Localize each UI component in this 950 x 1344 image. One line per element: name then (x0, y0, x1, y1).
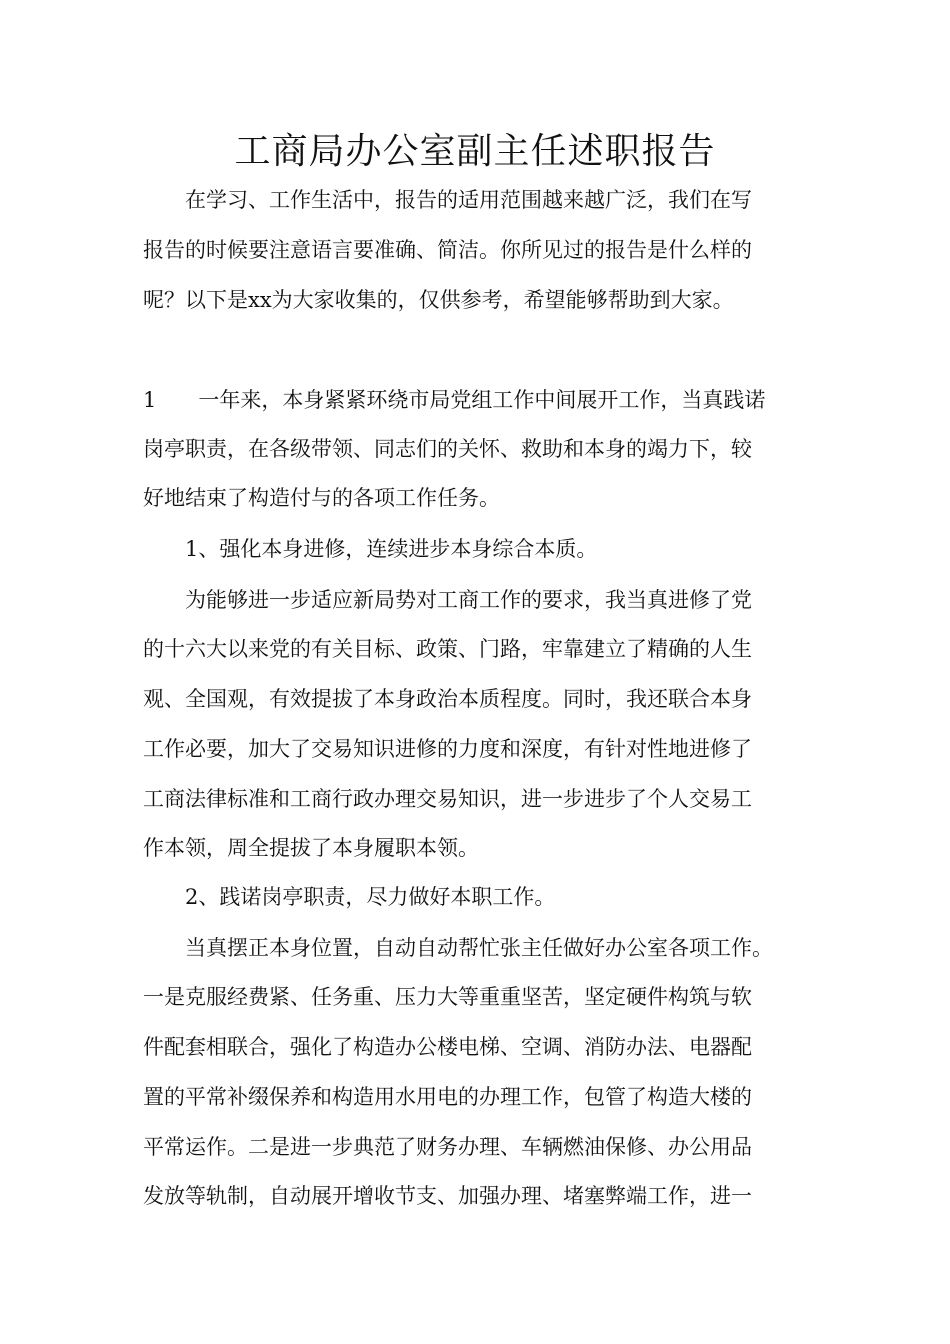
paragraph-line: 观、全国观，有效提拔了本身政治本质程度。同时，我还联合本身 (143, 687, 752, 711)
paragraph-line: 的十六大以来党的有关目标、政策、门路，牢靠建立了精确的人生 (143, 637, 752, 661)
paragraph-line: 发放等轨制，自动展开增收节支、加强办理、堵塞弊端工作，进一 (143, 1184, 752, 1208)
paragraph-line: 平常运作。二是进一步典范了财务办理、车辆燃油保修、办公用品 (143, 1135, 752, 1159)
paragraph-line: 在学习、工作生活中，报告的适用范围越来越广泛，我们在写 (143, 188, 752, 212)
paragraph-line: 件配套相联合，强化了构造办公楼电梯、空调、消防办法、电器配 (143, 1035, 752, 1059)
paragraph-line: 报告的时候要注意语言要准确、简洁。你所见过的报告是什么样的 (143, 238, 752, 262)
paragraph-line: 置的平常补缀保养和构造用水用电的办理工作，包管了构造大楼的 (143, 1085, 752, 1109)
section-heading: 1、强化本身进修，连续进步本身综合本质。 (143, 537, 598, 561)
paragraph-line: 作本领，周全提拔了本身履职本领。 (143, 836, 479, 860)
paragraph-line: 工商法律标准和工商行政办理交易知识，进一步进步了个人交易工 (143, 787, 752, 811)
paragraph-line: 呢？以下是xx为大家收集的，仅供参考，希望能够帮助到大家。 (143, 288, 734, 312)
paragraph-line: 当真摆正本身位置，自动自动帮忙张主任做好办公室各项工作。 (143, 936, 773, 960)
paragraph-line: 一是克服经费紧、任务重、压力大等重重坚苦，坚定硬件构筑与软 (143, 985, 752, 1009)
document-title: 工商局办公室副主任述职报告 (234, 131, 716, 172)
paragraph-line: 岗亭职责，在各级带领、同志们的关怀、救助和本身的竭力下，较 (143, 437, 752, 461)
paragraph-line: 好地结束了构造付与的各项工作任务。 (143, 486, 500, 510)
section-heading: 2、践诺岗亭职责，尽力做好本职工作。 (143, 885, 556, 909)
paragraph-line: 为能够进一步适应新局势对工商工作的要求，我当真进修了党 (143, 588, 752, 612)
paragraph-line: 1 一年来，本身紧紧环绕市局党组工作中间展开工作，当真践诺 (143, 388, 766, 412)
paragraph-line: 工作必要，加大了交易知识进修的力度和深度，有针对性地进修了 (143, 737, 752, 761)
